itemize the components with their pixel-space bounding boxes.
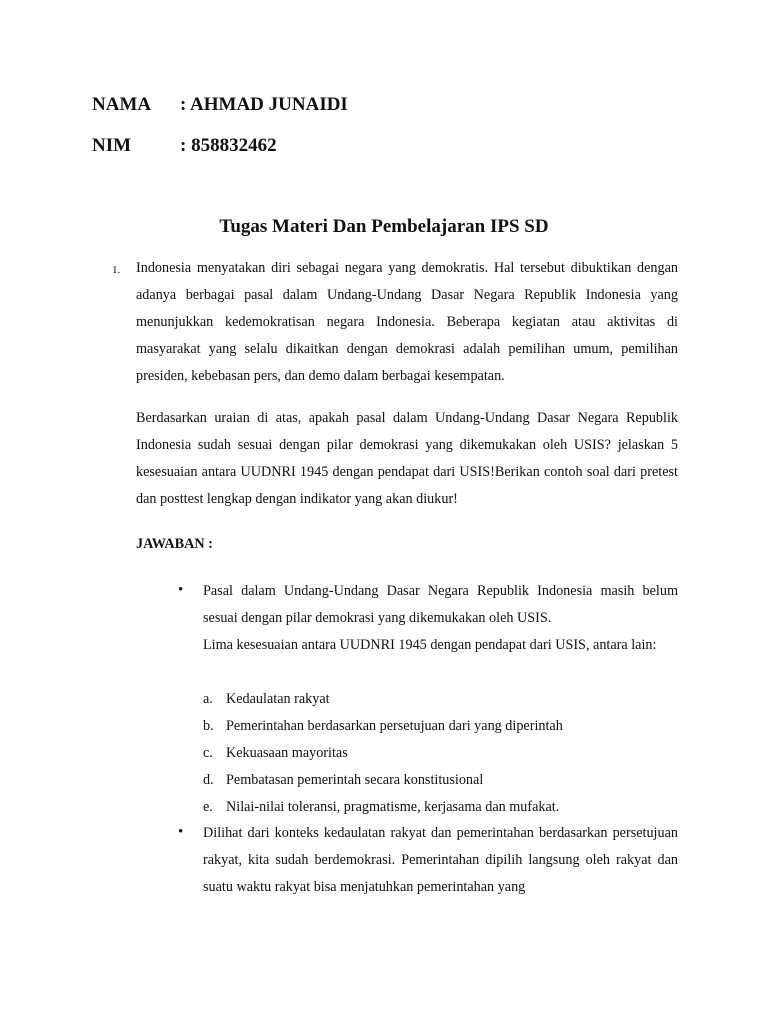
bullet-2-icon: • (178, 824, 184, 840)
bullet-2-text: Dilihat dari konteks kedaulatan rakyat dan pemerintahan berdasarkan persetujuan rakyat, kita sudah berdemokrasi. Pemerintahan dipilih langsung oleh rakyat dan suatu waktu rakyat bisa menjatuhkan pemerintahan yang (203, 825, 678, 895)
name-label: NAMA (92, 94, 152, 115)
list-marker: b. (203, 718, 214, 734)
nim-label: NIM (92, 135, 132, 156)
list-item-text: Pemerintahan berdasarkan persetujuan dari yang diperintah (226, 718, 563, 734)
list-marker: d. (203, 772, 214, 788)
list-marker: c. (203, 745, 213, 761)
name-value: : AHMAD JUNAIDI (180, 94, 348, 115)
list-marker: a. (203, 691, 213, 707)
answer-heading: JAWABAN : (136, 536, 213, 552)
list-item-text: Pembatasan pemerintah secara konstitusional (226, 772, 484, 788)
nim-value: : 858832462 (180, 135, 277, 156)
list-marker: e. (203, 799, 213, 815)
bullet-1-icon: • (178, 582, 184, 598)
list-item-text: Nilai-nilai toleransi, pragmatisme, kerjasama dan mufakat. (226, 799, 560, 815)
bullet-1-text: Pasal dalam Undang-Undang Dasar Negara Republik Indonesia masih belum sesuai dengan pilar demokrasi yang dikemukakan oleh USIS. (203, 583, 678, 626)
question-number: 1. (112, 264, 121, 276)
list-item-text: Kekuasaan mayoritas (226, 745, 348, 761)
question-text: Indonesia menyatakan diri sebagai negara yang demokratis. Hal tersebut dibuktikan dengan adanya berbagai pasal dalam Undang-Undang Dasar Negara Republik Indonesia yang menunjukkan kedemokratisan negara Indonesia. Beberapa kegiatan atau aktivitas di masyarakat yang selalu dikaitkan dengan demokrasi adalah pemilihan umum, pemilihan presiden, kebebasan pers, dan demo dalam berbagai kesempatan. (136, 260, 678, 384)
list-item-text: Kedaulatan rakyat (226, 691, 330, 707)
question-prompt: Berdasarkan uraian di atas, apakah pasal dalam Undang-Undang Dasar Negara Republik Indonesia sudah sesuai dengan pilar demokrasi yang dikemukakan oleh USIS? jelaskan 5 kesesuaian antara UUDNRI 1945 dengan pendapat dari USIS!Berikan contoh soal dari pretest dan posttest lengkap dengan indikator yang akan diukur! (136, 410, 678, 507)
bullet-1-intro: Lima kesesuaian antara UUDNRI 1945 dengan pendapat dari USIS, antara lain: (203, 637, 657, 653)
document-title: Tugas Materi Dan Pembelajaran IPS SD (219, 216, 549, 237)
